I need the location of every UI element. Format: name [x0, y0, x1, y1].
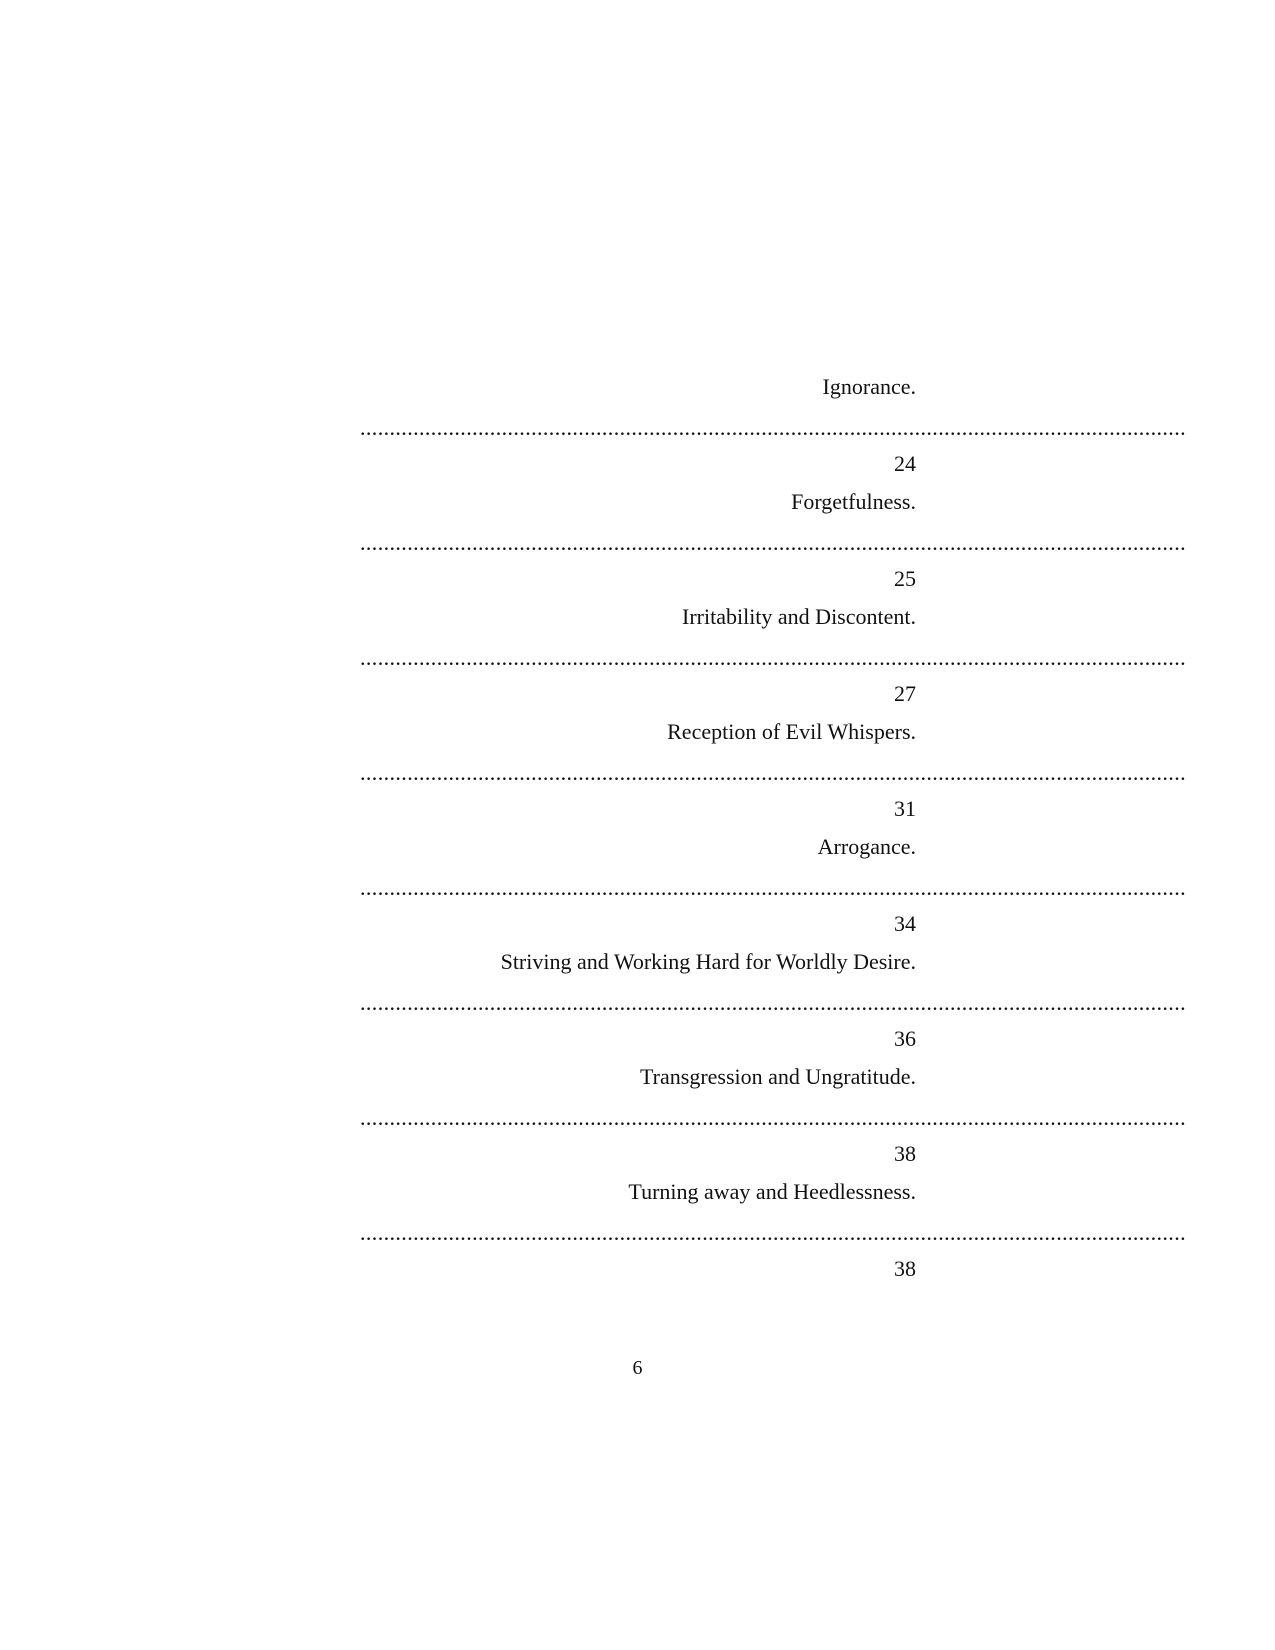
toc-entry	[360, 717, 1186, 832]
toc-entry-title: Turning away and Heedlessness.	[628, 1179, 916, 1204]
toc-entry-title: Reception of Evil Whispers.	[667, 719, 916, 744]
dot-leader: ............................................................................................................................................	[360, 760, 1186, 785]
dot-leader: ............................................................................................................................................	[360, 990, 1186, 1015]
toc-entry	[360, 832, 1186, 947]
toc-entry	[360, 1177, 1186, 1292]
toc-entry-page-number: 25	[894, 566, 916, 591]
toc-entry	[360, 487, 1186, 602]
toc-entry-page-number: 36	[894, 1026, 916, 1051]
toc-entry-title: Forgetfulness.	[791, 489, 916, 514]
toc-entry-title: Irritability and Discontent.	[682, 604, 916, 629]
toc-entry-page-number: 31	[894, 796, 916, 821]
toc-entry	[360, 947, 1186, 1062]
toc-entry-title: Transgression and Ungratitude.	[640, 1064, 916, 1089]
toc-entry	[360, 372, 1186, 487]
toc-entry-page-number: 24	[894, 451, 916, 476]
page-number: 6	[632, 1357, 643, 1379]
toc-entry-page-number: 27	[894, 681, 916, 706]
toc-entry-title: Ignorance.	[822, 374, 916, 399]
dot-leader: ............................................................................................................................................	[360, 1105, 1186, 1130]
toc-entry-title: Arrogance.	[817, 834, 916, 859]
toc-entry-title: Striving and Working Hard for Worldly Desire.	[500, 949, 916, 974]
toc-entry	[360, 1062, 1186, 1177]
toc-entry-page-number: 34	[894, 911, 916, 936]
dot-leader: ............................................................................................................................................	[360, 645, 1186, 670]
dot-leader: ............................................................................................................................................	[360, 415, 1186, 440]
dot-leader: ............................................................................................................................................	[360, 875, 1186, 900]
dot-leader: ............................................................................................................................................	[360, 530, 1186, 555]
dot-leader: ............................................................................................................................................	[360, 1220, 1186, 1245]
toc-entry	[360, 602, 1186, 717]
table-of-contents	[360, 372, 1186, 1292]
toc-entry-page-number: 38	[894, 1256, 916, 1281]
toc-entry-page-number: 38	[894, 1141, 916, 1166]
